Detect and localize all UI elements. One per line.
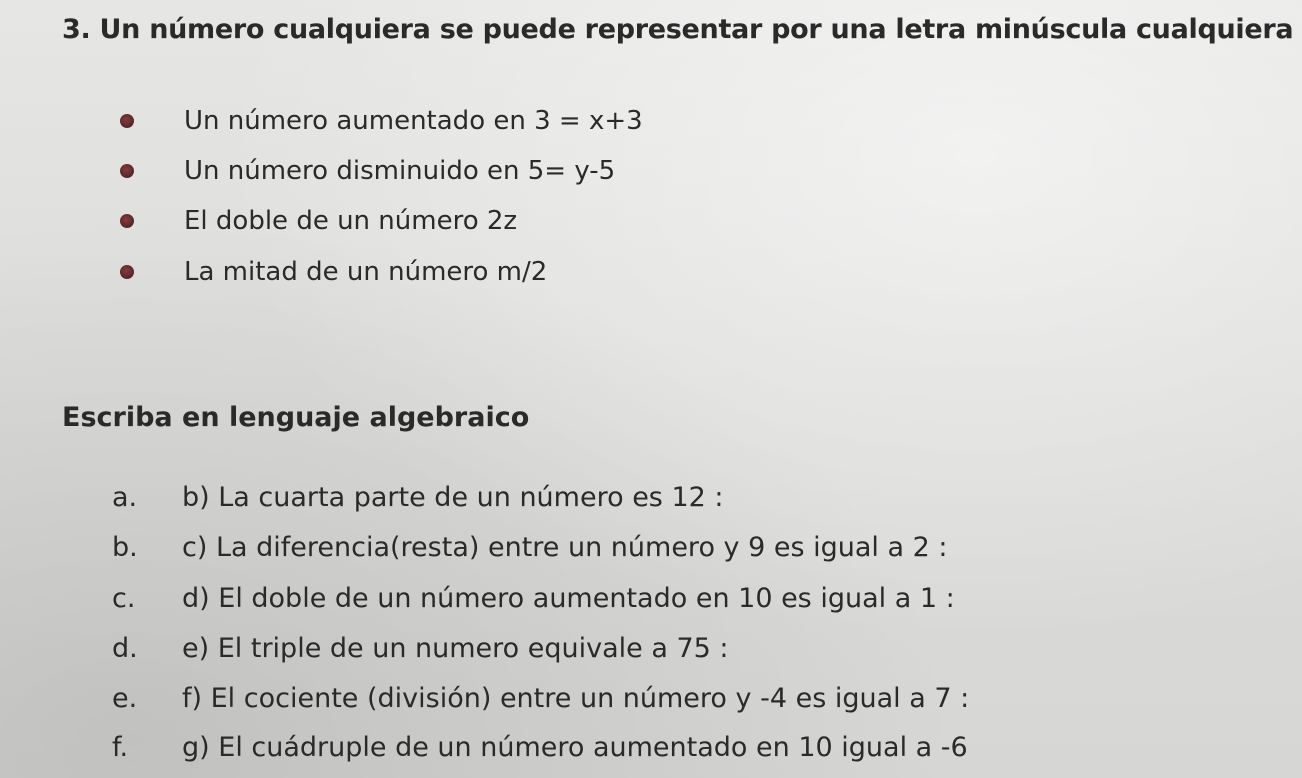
- example-item: [120, 203, 517, 239]
- exercise-letter: b.: [112, 531, 138, 563]
- exercise-text: c) La diferencia(resta) entre un número y 9 es igual a 2 :: [182, 531, 948, 563]
- bullet-icon: [120, 164, 134, 178]
- exercise-text: g) El cuádruple de un número aumentado en 10 igual a -6: [182, 731, 968, 763]
- section-title: Escriba en lenguaje algebraico: [62, 402, 530, 433]
- exercise-letter: a.: [112, 481, 138, 513]
- exercise-item: [112, 527, 948, 567]
- problem-heading: 3. Un número cualquiera se puede representar por una letra minúscula cualquiera: [62, 14, 1294, 45]
- exercise-text: e) El triple de un numero equivale a 75 :: [182, 632, 729, 664]
- example-text: El doble de un número 2z: [184, 206, 518, 236]
- example-text: La mitad de un número m/2: [184, 257, 548, 287]
- exercise-letter: e.: [112, 682, 138, 714]
- bullet-icon: [120, 265, 134, 279]
- example-item: [120, 254, 547, 290]
- exercise-text: f) El cociente (división) entre un número y -4 es igual a 7 :: [182, 682, 970, 714]
- exercise-item: [112, 477, 724, 517]
- exercise-item: [112, 727, 968, 767]
- exercise-text: b) La cuarta parte de un número es 12 :: [182, 481, 724, 513]
- exercise-letter: d.: [112, 632, 138, 664]
- example-item: [120, 153, 615, 189]
- exercise-letter: f.: [112, 731, 129, 763]
- exercise-text: d) El doble de un número aumentado en 10 es igual a 1 :: [182, 582, 955, 614]
- example-text: Un número aumentado en 3 = x+3: [184, 106, 643, 136]
- exercise-item: [112, 578, 955, 618]
- exercise-item: [112, 678, 969, 718]
- exercise-item: [112, 628, 729, 668]
- example-text: Un número disminuido en 5= y-5: [184, 156, 616, 186]
- exercise-letter: c.: [112, 582, 136, 614]
- bullet-icon: [120, 114, 134, 128]
- bullet-icon: [120, 214, 134, 228]
- example-item: [120, 103, 643, 139]
